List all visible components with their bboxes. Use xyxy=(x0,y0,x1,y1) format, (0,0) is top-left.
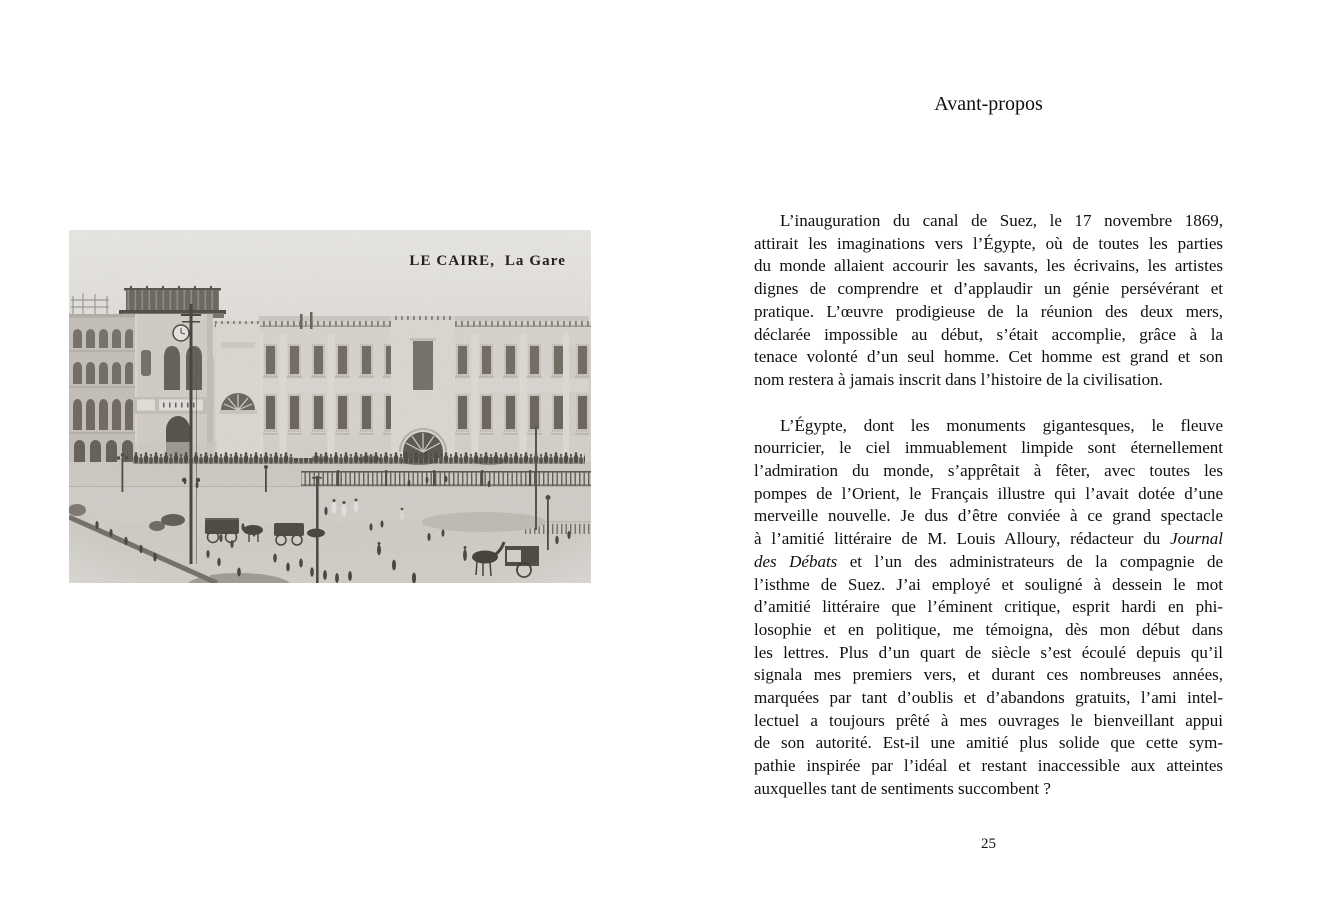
station-photograph xyxy=(69,230,591,583)
text-line xyxy=(754,687,1223,710)
text-segment: losophie et en politique, me témoigna, dès mon début dans xyxy=(754,619,1223,639)
text-line xyxy=(754,505,1223,528)
text-line xyxy=(754,483,1223,506)
right-page xyxy=(754,0,1223,903)
text-line xyxy=(754,664,1223,687)
station-photo-illustration xyxy=(69,230,591,583)
text-segment: pathie inspirée par l’idéal et restant inaccessible aux atteintes xyxy=(754,756,1223,776)
text-segment: attirait les imaginations vers l’Égypte, où de toutes les parties xyxy=(754,233,1223,253)
text-segment: merveille nouvelle. Je dus d’être conviée à ce grand spectacle xyxy=(754,506,1223,526)
italic-text-segment: des Débats xyxy=(754,551,838,571)
text-segment: pratique. L’œuvre prodigieuse de la réunion des deux mers, xyxy=(754,301,1223,321)
text-line xyxy=(754,278,1223,301)
text-segment: signala mes premiers vers, et durant ces nombreuses années, xyxy=(754,665,1223,685)
text-line xyxy=(754,301,1223,324)
text-segment: nom restera à jamais inscrit dans l’histoire de la civilisation. xyxy=(754,369,1163,389)
text-segment: d’amitié littéraire que l’éminent critique, esprit hardi en phi- xyxy=(754,597,1223,617)
text-line xyxy=(754,528,1223,551)
paragraph xyxy=(754,210,1223,392)
paragraph xyxy=(754,415,1223,801)
text-line xyxy=(754,574,1223,597)
text-segment: déclarée impossible au début, s’était accomplie, grâce à la xyxy=(754,324,1223,344)
text-line xyxy=(754,642,1223,665)
text-line xyxy=(754,460,1223,483)
text-segment: tenace volonté d’un seul homme. Cet homme est grand et son xyxy=(754,347,1223,367)
text-line xyxy=(754,619,1223,642)
italic-text-segment: Journal xyxy=(1170,529,1223,549)
text-line xyxy=(754,369,1223,392)
text-segment: les lettres. Plus d’un quart de siècle s’est écoulé depuis qu’il xyxy=(754,642,1223,662)
text-line xyxy=(754,732,1223,755)
text-line xyxy=(754,710,1223,733)
page-number: 25 xyxy=(981,836,996,852)
text-segment: marquées par tant d’oublis et d’abandons gratuits, l’ami intel- xyxy=(754,688,1223,708)
body-text xyxy=(754,210,1223,801)
text-segment: du monde allaient accourir les savants, les écrivains, les artistes xyxy=(754,256,1223,276)
text-segment: de son autorité. Est-il une amitié plus solide que cette sym- xyxy=(754,733,1223,753)
text-line xyxy=(754,437,1223,460)
text-line xyxy=(754,415,1223,438)
text-line xyxy=(754,755,1223,778)
text-segment: nourricier, le ciel immuablement limpide sont éternellement xyxy=(754,438,1223,458)
text-segment: auxquelles tant de sentiments succombent ? xyxy=(754,778,1051,798)
text-line xyxy=(754,778,1223,801)
text-segment: lectuel a toujours prêté à mes ouvrages le bienveillant appui xyxy=(754,710,1223,730)
photo-grain xyxy=(69,230,591,583)
chapter-title: Avant-propos xyxy=(934,93,1043,115)
text-segment: l’isthme de Suez. J’ai employé et souligné à dessein le mot xyxy=(754,574,1223,594)
text-segment: dignes de comprendre et d’applaudir un génie persévérant et xyxy=(754,279,1223,299)
text-line xyxy=(754,255,1223,278)
photo-caption: LE CAIRE, La Gare xyxy=(409,253,566,269)
text-segment: à l’amitié littéraire de M. Louis Alloury, rédacteur du xyxy=(754,529,1171,549)
text-segment: L’inauguration du canal de Suez, le 17 novembre 1869, xyxy=(780,211,1223,230)
text-line xyxy=(754,210,1223,233)
text-segment: L’Égypte, dont les monuments gigantesques, le fleuve xyxy=(780,415,1223,435)
text-line xyxy=(754,233,1223,256)
text-segment: et l’un des administrateurs de la compagnie de xyxy=(837,551,1223,571)
text-line xyxy=(754,551,1223,574)
text-segment: pompes de l’Orient, le Français illustre qui l’avait dotée d’une xyxy=(754,483,1223,503)
text-line xyxy=(754,346,1223,369)
text-line xyxy=(754,596,1223,619)
text-line xyxy=(754,324,1223,347)
text-segment: l’admiration du monde, s’apprêtait à fêter, avec toutes les xyxy=(754,461,1223,481)
